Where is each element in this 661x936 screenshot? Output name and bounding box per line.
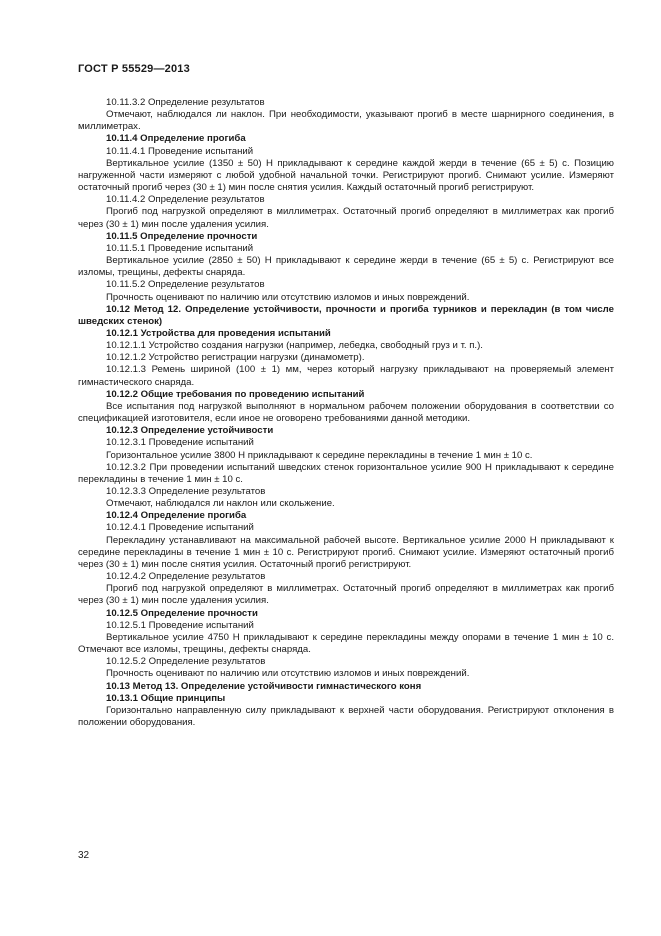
paragraph: Вертикальное усилие (2850 ± 50) Н прикладывают к середине жерди в течение (65 ± 5) с. Регистрируют все изломы, трещины, дефекты снаряда. xyxy=(78,255,614,279)
paragraph: Прогиб под нагрузкой определяют в миллиметрах. Остаточный прогиб определяют в миллиметрах как прогиб через (30 ± 1) мин после удаления усилия. xyxy=(78,583,614,607)
page-number: 32 xyxy=(78,850,90,861)
paragraph: Горизонтально направленную силу прикладывают к верхней части оборудования. Регистрируют отклонения в положении оборудования. xyxy=(78,704,614,728)
paragraph: 10.11.4.2 Определение результатов xyxy=(106,194,265,206)
paragraph: 10.12.1.1 Устройство создания нагрузки (например, лебедка, свободный груз и т. п.). xyxy=(106,340,483,352)
paragraph: 10.12.4.1 Проведение испытаний xyxy=(106,522,254,534)
paragraph: 10.11.3.2 Определение результатов xyxy=(106,97,265,108)
paragraph: 10.12.5.1 Проведение испытаний xyxy=(106,619,254,631)
paragraph: 10.12.3.1 Проведение испытаний xyxy=(106,437,254,449)
paragraph: 10.12.4.2 Определение результатов xyxy=(106,571,266,583)
section-heading: 10.13 Метод 13. Определение устойчивости гимнастического коня xyxy=(106,680,422,692)
section-heading: 10.11.5 Определение прочности xyxy=(106,230,258,242)
paragraph: Прогиб под нагрузкой определяют в миллиметрах. Остаточный прогиб определяют в миллиметрах как прогиб через (30 ± 1) мин после удаления усилия. xyxy=(78,206,614,230)
paragraph: 10.12.5.2 Определение результатов xyxy=(106,656,266,668)
document-body xyxy=(78,97,614,729)
section-heading: 10.13.1 Общие принципы xyxy=(106,692,226,704)
paragraph: 10.11.4.1 Проведение испытаний xyxy=(106,145,254,157)
paragraph: 10.12.1.2 Устройство регистрации нагрузки (динамометр). xyxy=(106,352,365,364)
paragraph: Прочность оценивают по наличию или отсутствию изломов и иных повреждений. xyxy=(106,291,470,303)
paragraph: 10.12.3.3 Определение результатов xyxy=(106,486,266,497)
document-header: ГОСТ Р 55529—2013 xyxy=(78,63,190,75)
section-heading: 10.12.2 Общие требования по проведению испытаний xyxy=(106,388,365,400)
paragraph: Перекладину устанавливают на максимальной рабочей высоте. Вертикальное усилие 2000 Н прикладывают к середине перекладины в течение 1 мин ± 10 с. Регистрируют прогиб. Снимают усилие. Измеряют остаточный прогиб через (30 ± 1) мин после снятия усилия. Остаточный прогиб регистрируют. xyxy=(78,534,614,570)
paragraph: Все испытания под нагрузкой выполняют в нормальном рабочем положении оборудования в соответствии со спецификацией изготовителя, если иное не оговорено требованиями данной методики. xyxy=(78,400,614,425)
paragraph: 10.12.1.3 Ремень шириной (100 ± 1) мм, через который нагрузку прикладывают на проверяемый элемент гимнастического снаряда. xyxy=(78,364,614,388)
section-heading: 10.12.1 Устройства для проведения испытаний xyxy=(106,327,331,339)
section-heading: 10.12.3 Определение устойчивости xyxy=(106,425,274,437)
paragraph: Прочность оценивают по наличию или отсутствию изломов и иных повреждений. xyxy=(106,668,470,680)
paragraph: Отмечают, наблюдался ли наклон или скольжение. xyxy=(106,498,335,510)
section-heading: 10.11.4 Определение прогиба xyxy=(106,133,246,145)
paragraph: 10.11.5.2 Определение результатов xyxy=(106,279,265,291)
paragraph: Вертикальное усилие (1350 ± 50) Н прикладывают к середине каждой жерди в течение (65 ± 5) с. Позицию нагруженной части измеряют с любой удобной начальной точки. Регистрируют прогиб. Снимают усилие. Измеряют остаточный прогиб через (30 ± 1) мин после снятия усилия. Каждый остаточный прогиб регистрируют. xyxy=(78,157,614,194)
section-heading: 10.12 Метод 12. Определение устойчивости, прочности и прогиба турников и перекладин (в том числе шведских стенок) xyxy=(78,303,614,327)
paragraph: Горизонтальное усилие 3800 Н прикладывают к середине перекладины в течение 1 мин ± 10 с. xyxy=(106,449,533,461)
paragraph: Вертикальное усилие 4750 Н прикладывают к середине перекладины между опорами в течение 1 мин ± 10 с. Отмечают все изломы, трещины, дефекты снаряда. xyxy=(78,631,614,656)
paragraph: 10.12.3.2 При проведении испытаний шведских стенок горизонтальное усилие 900 Н прикладывают к середине перекладины в течение 1 мин ± 10 с. xyxy=(78,461,614,485)
section-heading: 10.12.4 Определение прогиба xyxy=(106,510,247,522)
paragraph: 10.11.5.1 Проведение испытаний xyxy=(106,242,254,254)
paragraph: Отмечают, наблюдался ли наклон. При необходимости, указывают прогиб в месте шарнирного соединения, в миллиметрах. xyxy=(78,109,614,133)
section-heading: 10.12.5 Определение прочности xyxy=(106,607,258,619)
